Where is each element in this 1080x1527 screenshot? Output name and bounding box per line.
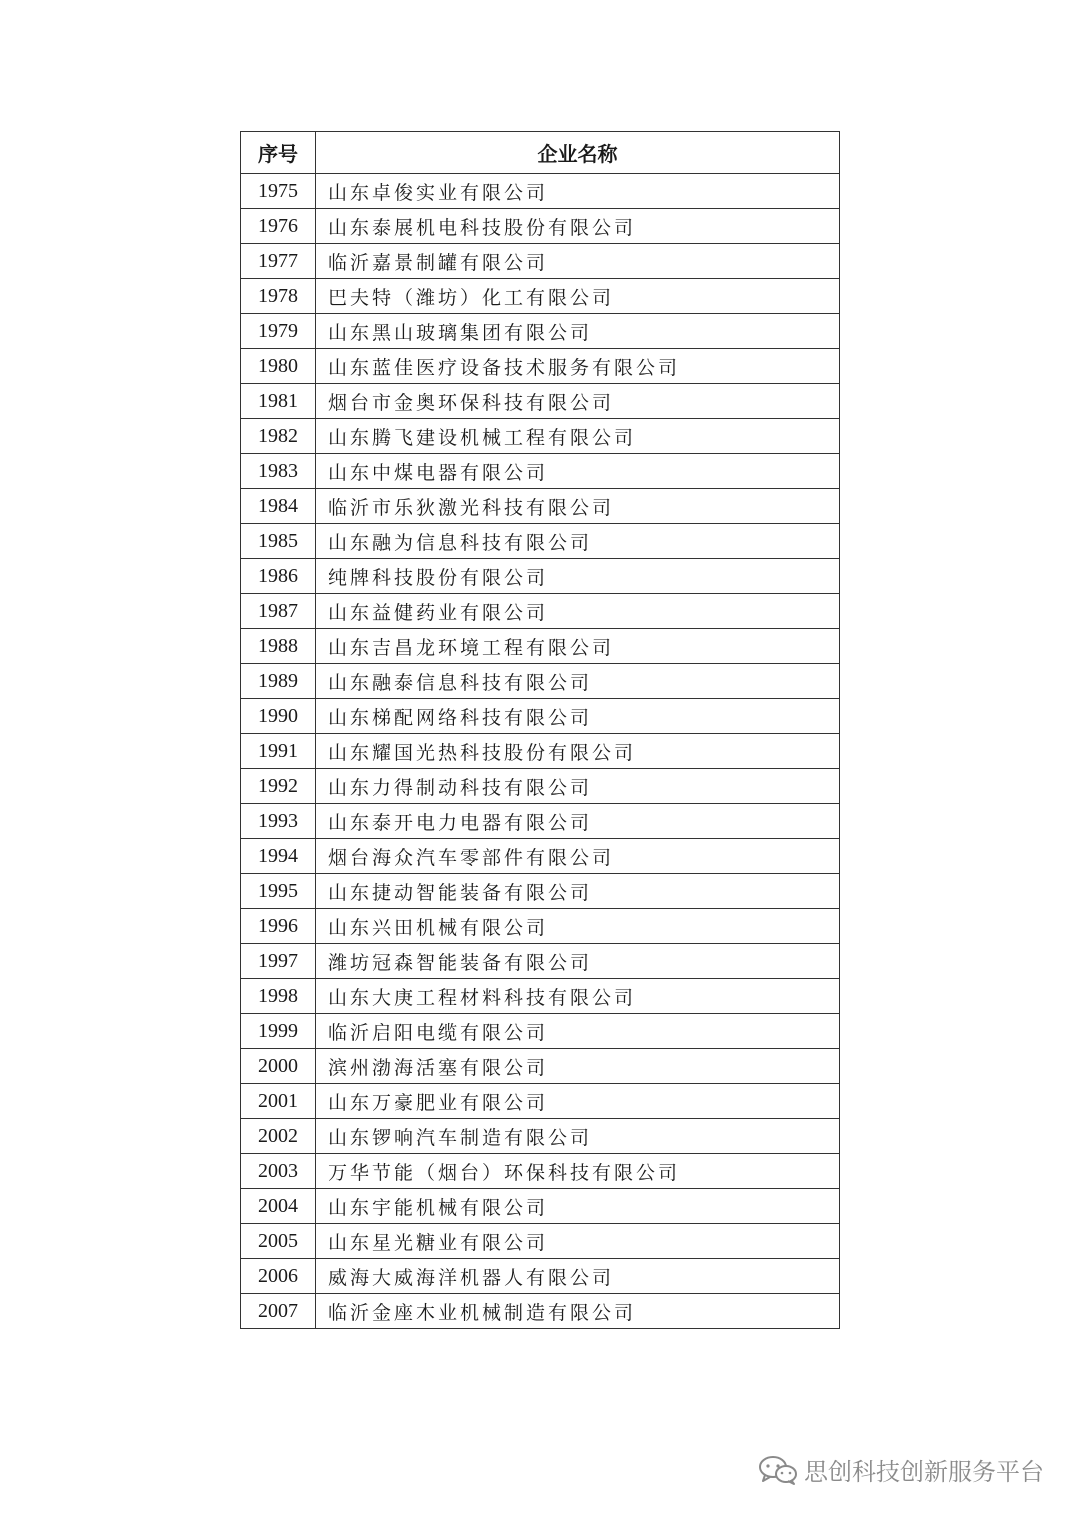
serial-number-cell: 2004 [241, 1189, 316, 1224]
company-name-cell: 纯牌科技股份有限公司 [316, 559, 840, 594]
watermark [758, 1452, 1044, 1487]
company-list-table [240, 131, 840, 1329]
serial-number-cell: 1992 [241, 769, 316, 804]
serial-number-cell: 2002 [241, 1119, 316, 1154]
table-body [241, 174, 840, 1329]
table-row [241, 384, 840, 419]
company-name-cell: 山东卓俊实业有限公司 [316, 174, 840, 209]
serial-number-cell: 2005 [241, 1224, 316, 1259]
table-row [241, 944, 840, 979]
company-name-cell: 山东吉昌龙环境工程有限公司 [316, 629, 840, 664]
company-name-cell: 山东宇能机械有限公司 [316, 1189, 840, 1224]
serial-number-cell: 2007 [241, 1294, 316, 1329]
serial-number-cell: 1987 [241, 594, 316, 629]
table-row [241, 1259, 840, 1294]
serial-number-cell: 2001 [241, 1084, 316, 1119]
table-row [241, 524, 840, 559]
company-name-cell: 巴夫特（潍坊）化工有限公司 [316, 279, 840, 314]
company-name-cell: 烟台海众汽车零部件有限公司 [316, 839, 840, 874]
company-name-cell: 山东大庚工程材料科技有限公司 [316, 979, 840, 1014]
company-name-cell: 烟台市金奥环保科技有限公司 [316, 384, 840, 419]
serial-number-cell: 1983 [241, 454, 316, 489]
company-name-cell: 威海大威海洋机器人有限公司 [316, 1259, 840, 1294]
serial-number-cell: 1980 [241, 349, 316, 384]
company-name-cell: 临沂市乐狄激光科技有限公司 [316, 489, 840, 524]
company-name-cell: 山东蓝佳医疗设备技术服务有限公司 [316, 349, 840, 384]
company-name-cell: 潍坊冠森智能装备有限公司 [316, 944, 840, 979]
serial-number-cell: 1988 [241, 629, 316, 664]
company-name-cell: 山东中煤电器有限公司 [316, 454, 840, 489]
table-row [241, 1189, 840, 1224]
serial-number-cell: 1999 [241, 1014, 316, 1049]
table-row [241, 454, 840, 489]
company-name-cell: 山东梯配网络科技有限公司 [316, 699, 840, 734]
serial-number-cell: 1994 [241, 839, 316, 874]
table-row [241, 209, 840, 244]
table-header-row [241, 132, 840, 174]
table-row [241, 244, 840, 279]
serial-number-cell: 1991 [241, 734, 316, 769]
table-row [241, 1049, 840, 1084]
company-name-cell: 山东万豪肥业有限公司 [316, 1084, 840, 1119]
table-row [241, 1084, 840, 1119]
table-row [241, 419, 840, 454]
serial-number-cell: 1997 [241, 944, 316, 979]
table-row [241, 1224, 840, 1259]
table-row [241, 1294, 840, 1329]
company-name-cell: 山东益健药业有限公司 [316, 594, 840, 629]
wechat-icon [758, 1455, 798, 1485]
serial-number-cell: 1996 [241, 909, 316, 944]
company-name-cell: 山东融泰信息科技有限公司 [316, 664, 840, 699]
company-name-cell: 临沂启阳电缆有限公司 [316, 1014, 840, 1049]
table-row [241, 699, 840, 734]
serial-number-cell: 1993 [241, 804, 316, 839]
table-row [241, 804, 840, 839]
table-row [241, 909, 840, 944]
serial-number-cell: 1989 [241, 664, 316, 699]
table-row [241, 1119, 840, 1154]
company-name-cell: 临沂金座木业机械制造有限公司 [316, 1294, 840, 1329]
company-name-cell: 山东泰开电力电器有限公司 [316, 804, 840, 839]
company-name-cell: 山东力得制动科技有限公司 [316, 769, 840, 804]
company-name-cell: 万华节能（烟台）环保科技有限公司 [316, 1154, 840, 1189]
table-row [241, 734, 840, 769]
table-row [241, 1014, 840, 1049]
serial-number-cell: 1985 [241, 524, 316, 559]
company-name-cell: 山东腾飞建设机械工程有限公司 [316, 419, 840, 454]
table-row [241, 594, 840, 629]
serial-number-cell: 2003 [241, 1154, 316, 1189]
table-row [241, 979, 840, 1014]
serial-number-cell: 1984 [241, 489, 316, 524]
serial-number-cell: 1998 [241, 979, 316, 1014]
company-name-cell: 滨州渤海活塞有限公司 [316, 1049, 840, 1084]
header-serial-number: 序号 [241, 132, 316, 174]
company-name-cell: 山东耀国光热科技股份有限公司 [316, 734, 840, 769]
header-company-name: 企业名称 [316, 132, 840, 174]
serial-number-cell: 2006 [241, 1259, 316, 1294]
company-name-cell: 山东星光糖业有限公司 [316, 1224, 840, 1259]
company-name-cell: 山东融为信息科技有限公司 [316, 524, 840, 559]
table-row [241, 559, 840, 594]
table-row [241, 874, 840, 909]
table-row [241, 174, 840, 209]
table-row [241, 629, 840, 664]
serial-number-cell: 2000 [241, 1049, 316, 1084]
company-name-cell: 山东锣响汽车制造有限公司 [316, 1119, 840, 1154]
table-row [241, 279, 840, 314]
company-name-cell: 山东捷动智能装备有限公司 [316, 874, 840, 909]
serial-number-cell: 1975 [241, 174, 316, 209]
company-name-cell: 临沂嘉景制罐有限公司 [316, 244, 840, 279]
table-row [241, 769, 840, 804]
serial-number-cell: 1990 [241, 699, 316, 734]
company-name-cell: 山东黑山玻璃集团有限公司 [316, 314, 840, 349]
table-row [241, 1154, 840, 1189]
table-row [241, 349, 840, 384]
serial-number-cell: 1978 [241, 279, 316, 314]
serial-number-cell: 1982 [241, 419, 316, 454]
table-row [241, 314, 840, 349]
table-row [241, 839, 840, 874]
serial-number-cell: 1979 [241, 314, 316, 349]
company-name-cell: 山东泰展机电科技股份有限公司 [316, 209, 840, 244]
table-row [241, 489, 840, 524]
serial-number-cell: 1977 [241, 244, 316, 279]
watermark-text: 思创科技创新服务平台 [804, 1458, 1044, 1486]
serial-number-cell: 1981 [241, 384, 316, 419]
table-row [241, 664, 840, 699]
company-name-cell: 山东兴田机械有限公司 [316, 909, 840, 944]
serial-number-cell: 1976 [241, 209, 316, 244]
serial-number-cell: 1986 [241, 559, 316, 594]
serial-number-cell: 1995 [241, 874, 316, 909]
